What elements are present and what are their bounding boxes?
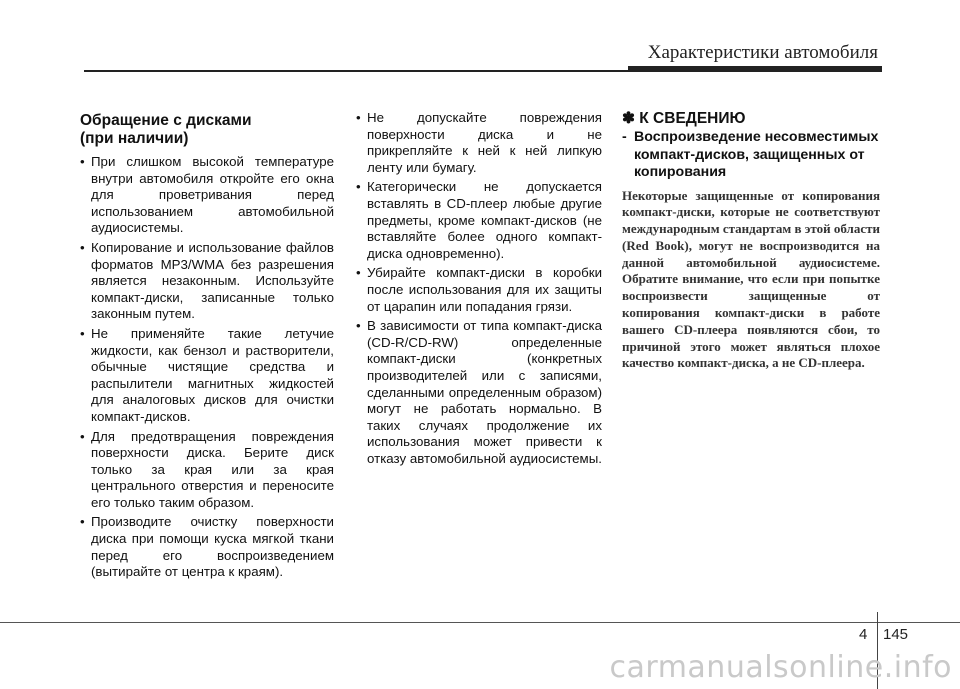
list-item: • При слишком высокой температуре внутри автомобиля откройте его окна для проветривания перед использованием автомобильной аудиосистемы. xyxy=(80,154,334,237)
list-item: • Не допускайте повреждения поверхности диска и не прикрепляйте к ней к ней липкую ленту или бумагу. xyxy=(356,110,602,176)
list-item: • Для предотвращения повреждения поверхности диска. Берите диск только за края или за края центрального отверстия и переносите его только таким образом. xyxy=(80,429,334,512)
list-item: • Не применяйте такие летучие жидкости, как бензол и растворители, обычные чистящие средства и распылители магнитных жидкостей для аналоговых дисков для очистки компакт-дисков. xyxy=(80,326,334,426)
page-number: 145 xyxy=(883,626,909,643)
notice-heading: ✽ К СВЕДЕНИЮ xyxy=(622,110,746,127)
column-disc-handling-continued xyxy=(356,110,602,470)
list-item: • В зависимости от типа компакт-диска (CD-R/CD-RW) определенные компакт-диски (конкретных производителей или с записями, сделанными определенным образом) могут не работать нормально. В таких случаях продолжение их использования может привести к отказу автомобильной аудиосистемы. xyxy=(356,318,602,467)
section-title-line2: (при наличии) xyxy=(80,130,189,147)
chapter-number: 4 xyxy=(859,626,868,643)
bullet-list xyxy=(80,154,334,581)
list-item: • Категорически не допускается вставлять в CD-плеер любые другие предметы, кроме компакт-дисков (не вставляйте более одного компакт-диска одновременно). xyxy=(356,179,602,262)
list-item: • Убирайте компакт-диски в коробки после использования для их защиты от царапин или попадания грязи. xyxy=(356,265,602,315)
watermark: carmanualsonline.info xyxy=(609,650,952,685)
footer-rule xyxy=(0,622,960,623)
notice-body: Некоторые защищенные от копирования компакт-диски, которые не соответствуют международным стандартам в этой области (Red Book), могут не воспроизводится на данной автомобильной аудиосистеме. Обратите внимание, что если при попытке воспроизвести защищенные от копирования компакт-диски в работе вашего CD-плеера появляются сбои, то причиной этого может являться плохое качество компакт-диска, а не CD-плеера. xyxy=(622,187,880,371)
list-item: • Копирование и использование файлов форматов MP3/WMA без разрешения является незаконным. Используйте компакт-диски, записанные только законным путем. xyxy=(80,240,334,323)
column-disc-handling xyxy=(80,112,334,584)
list-item: • Производите очистку поверхности диска при помощи куска мягкой ткани перед его воспроизведением (вытирайте от центра к краям). xyxy=(80,514,334,580)
column-notice xyxy=(622,110,880,372)
header-rule-accent xyxy=(628,66,882,72)
section-title-line1: Обращение с дисками xyxy=(80,112,252,129)
section-title xyxy=(80,112,334,148)
header-title: Характеристики автомобиля xyxy=(647,42,878,63)
notice-subheading xyxy=(622,129,880,182)
notice-dash: - xyxy=(622,129,627,145)
bullet-list xyxy=(356,110,602,467)
notice-subheading-text: Воспроизведение несовместимых компакт-дисков, защищенных от копирования xyxy=(634,129,879,180)
